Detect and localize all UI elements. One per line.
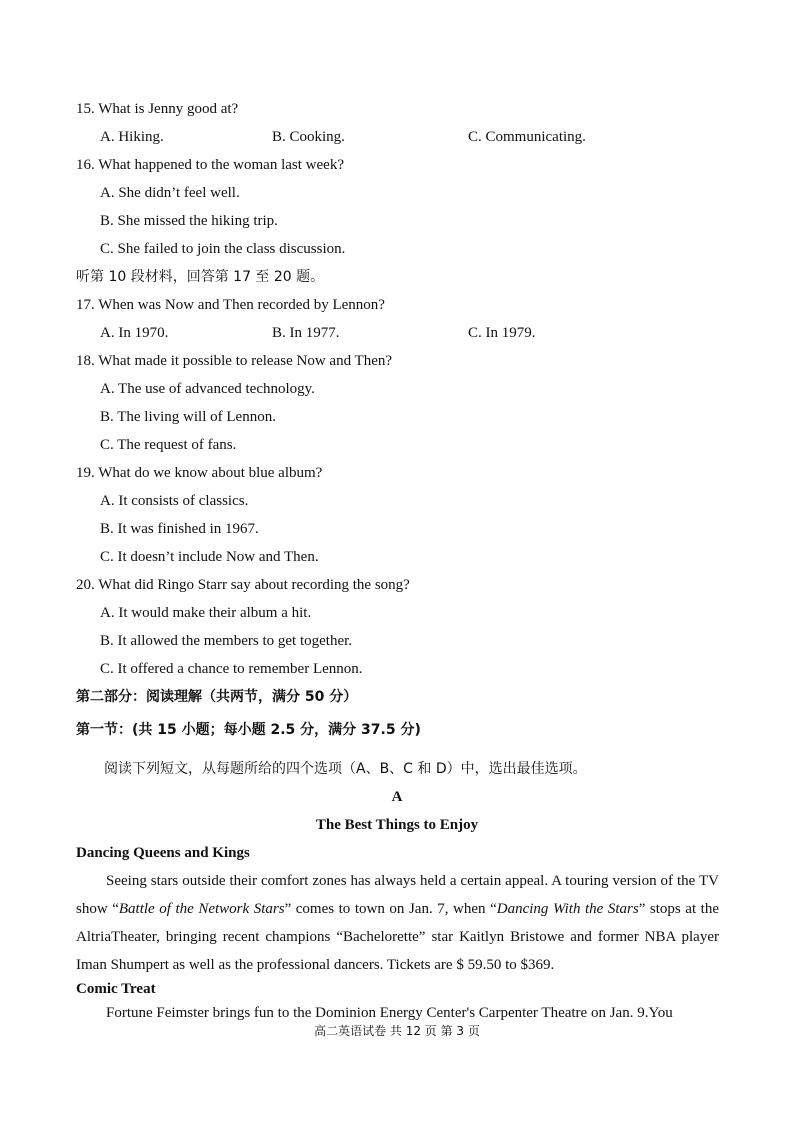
passage-title: The Best Things to Enjoy xyxy=(315,817,479,833)
q15-option-b: B. Cooking. xyxy=(272,129,345,145)
show-title-battle: Battle of the Network Stars xyxy=(118,901,285,917)
q15-option-a: A. Hiking. xyxy=(100,129,164,145)
q19-option-c: C. It doesn’t include Now and Then. xyxy=(100,549,319,565)
q19-option-b: B. It was finished in 1967. xyxy=(100,521,259,537)
q15-stem: 15. What is Jenny good at? xyxy=(76,101,239,117)
reading-instruction: 阅读下列短文，从每题所给的四个选项（A、B、C 和 D）中，选出最佳选项。 xyxy=(104,761,587,777)
paragraph-dancing-text-1: Seeing stars outside their comfort zones has always held a certain appeal. A touring version of the TV show “ xyxy=(76,873,719,917)
q19-stem: 19. What do we know about blue album? xyxy=(76,465,323,481)
q18-stem: 18. What made it possible to release Now and Then? xyxy=(76,353,393,369)
q18-option-c: C. The request of fans. xyxy=(100,437,237,453)
section1-heading: 第一节：(共 15 小题；每小题 2.5 分，满分 37.5 分) xyxy=(76,722,421,738)
part2-heading: 第二部分：阅读理解（共两节，满分 50 分） xyxy=(76,689,358,705)
q16-option-a: A. She didn’t feel well. xyxy=(100,185,240,201)
q20-option-c: C. It offered a chance to remember Lennon. xyxy=(100,661,363,677)
page-footer: 高二英语试卷 共 12 页 第 3 页 xyxy=(314,1024,480,1038)
q17-option-b: B. In 1977. xyxy=(272,325,340,341)
q16-option-b: B. She missed the hiking trip. xyxy=(100,213,278,229)
subsection-title-dancing: Dancing Queens and Kings xyxy=(76,845,250,861)
q15-option-c: C. Communicating. xyxy=(468,129,586,145)
q17-option-a: A. In 1970. xyxy=(100,325,169,341)
listening-instruction: 听第 10 段材料，回答第 17 至 20 题。 xyxy=(76,269,325,285)
q17-option-c: C. In 1979. xyxy=(468,325,536,341)
q19-option-a: A. It consists of classics. xyxy=(100,493,249,509)
q20-stem: 20. What did Ringo Starr say about recording the song? xyxy=(76,577,410,593)
show-title-dancing: Dancing With the Stars xyxy=(496,901,639,917)
q18-option-b: B. The living will of Lennon. xyxy=(100,409,276,425)
paragraph-comic-text: Fortune Feimster brings fun to the Dominion Energy Center's Carpenter Theatre on Jan. 9.You xyxy=(106,1005,673,1021)
q20-option-b: B. It allowed the members to get together. xyxy=(100,633,353,649)
q18-option-a: A. The use of advanced technology. xyxy=(100,381,315,397)
paragraph-dancing-text-3: ” stops at the AltriaTheater, bringing recent champions “Bachelorette” star Kaitlyn Bristowe and former NBA player Iman Shumpert as well as the professional dancers. Tickets are $ 59.50 to $369. xyxy=(76,901,719,973)
q20-option-a: A. It would make their album a hit. xyxy=(100,605,312,621)
q16-option-c: C. She failed to join the class discussion. xyxy=(100,241,346,257)
q16-stem: 16. What happened to the woman last week? xyxy=(76,157,344,173)
paragraph-dancing xyxy=(76,867,719,979)
subsection-title-comic: Comic Treat xyxy=(76,981,156,997)
paragraph-dancing-text-2: ” comes to town on Jan. 7, when “ xyxy=(284,901,497,917)
passage-letter: A xyxy=(391,789,403,805)
q17-stem: 17. When was Now and Then recorded by Lennon? xyxy=(76,297,385,313)
